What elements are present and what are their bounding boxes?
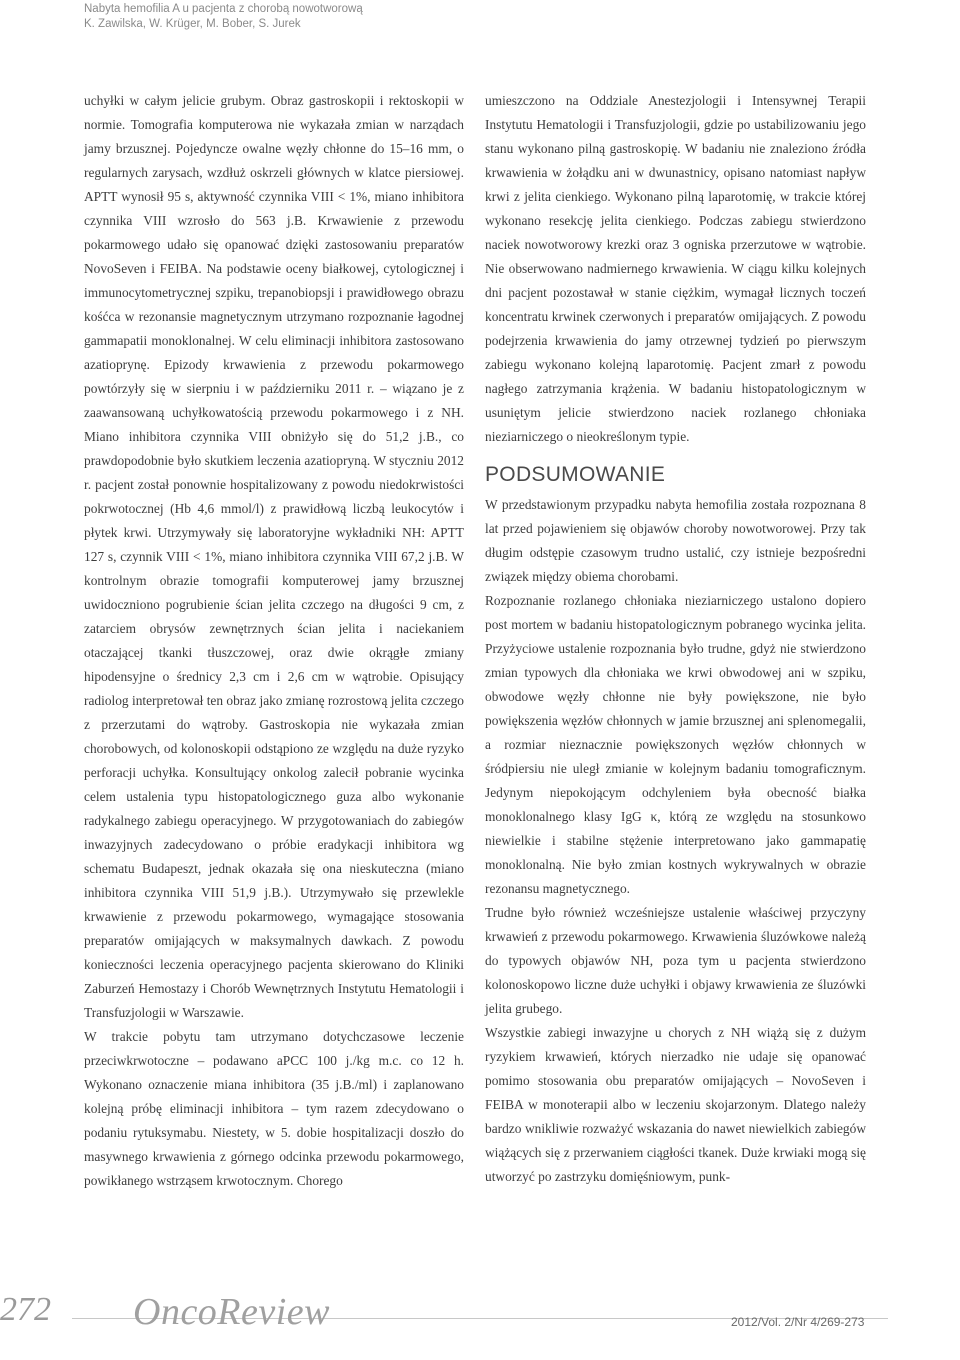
running-header-title: Nabyta hemofilia A u pacjenta z chorobą nowotworową [84, 3, 363, 15]
journal-logo: OncoReview [133, 1291, 331, 1333]
right-column [485, 89, 866, 1189]
left-column [84, 89, 464, 1193]
running-header-authors: K. Zawilska, W. Krüger, M. Bober, S. Jurek [84, 18, 301, 30]
right-paragraph-1: umieszczono na Oddziale Anestezjologii i Intensywnej Terapii Instytutu Hematologii i Transfuzjologii, gdzie po ustabilizowaniu jego stanu wykonano pilną gastroskopię. W badaniu nie znaleziono źródła krwawienia w żołądku ani w dwunastnicy, opisano natomiast napływ krwi z jelita cienkiego. Wykonano pilną laparotomię, w trakcie której wykonano resekcję jelita cienkiego. Podczas zabiegu stwierdzono naciek nowotworowy krezki oraz 3 ogniska przerzutowe w wątrobie. Nie obserwowano nadmiernego krwawienia. W ciągu kilku kolejnych dni pacjent pozostawał w stanie ciężkim, wymagał licznych toczeń koncentratu krwinek czerwonych i preparatów omijających. Z powodu podejrzenia krwawienia do jamy otrzewnej tydzień po pierwszym zabiegu wykonano kolejną laparotomię. Pacjent zmarł z powodu nagłego zatrzymania krążenia. W badaniu histopatologicznym w usuniętym jelicie stwierdzono naciek rozlanego chłoniaka nieziarniczego o nieokreślonym typie. [485, 93, 866, 444]
left-paragraph-2: W trakcie pobytu tam utrzymano dotychczasowe leczenie przeciwkrwotoczne – podawano aPCC 100 j./kg m.c. co 12 h. Wykonano oznaczenie miana inhibitora (35 j.B./ml) i zaplanowano kolejną próbę eliminacji inhibitora – tym razem zdecydowano o podaniu rytuksymabu. Niestety, w 5. dobie hospitalizacji doszło do masywnego krwawienia z górnego odcinka przewodu pokarmowego, powikłanego wstrząsem krwotocznym. Chorego [84, 1029, 464, 1188]
running-header [84, 2, 363, 32]
summary-paragraph-1: W przedstawionym przypadku nabyta hemofilia została rozpoznana 8 lat przed pojawieniem się objawów choroby nowotworowej. Przy tak długim odstępie czasowym trudno ustalić, czy istnieje bezpośredni związek między obiema chorobami. [485, 497, 866, 584]
summary-paragraph-3: Trudne było również wcześniejsze ustalenie właściwej przyczyny krwawień z przewodu pokarmowego. Krwawienia śluzówkowe należą do typowych objawów NH, poza tym u pacjenta stwierdzono kolonoskopowo liczne duże uchyłki i objawy krwawienia ze śluzówki jelita grubego. [485, 905, 866, 1016]
left-paragraph-1: uchyłki w całym jelicie grubym. Obraz gastroskopii i rektoskopii w normie. Tomografia komputerowa nie wykazała zmian w narządach jamy brzusznej. Pojedyncze owalne węzły chłonne do 15–16 mm, o regularnych zarysach, wzdłuż oskrzeli głównych w klatce piersiowej. APTT wynosił 95 s, aktywność czynnika VIII < 1%, miano inhibitora czynnika VIII wzrosło do 563 j.B. Krwawienie z przewodu pokarmowego udało się opanować dzięki zastosowaniu preparatów NovoSeven i FEIBA. Na podstawie oceny białkowej, cytologicznej i immunocytometrycznej szpiku, trepanobiopsji i prawidłowego obrazu kośćca w rezonansie magnetycznym utrzymano rozpoznanie łagodnej gammapatii monoklonalnej. W celu eliminacji inhibitora zastosowano azatioprynę. Epizody krwawienia z przewodu pokarmowego powtórzyły się w sierpniu i w październiku 2011 r. – wiązano je z zaawansowaną uchyłkowatością przewodu pokarmowego i z NH. Miano inhibitora czynnika VIII obniżyło się do 51,2 j.B., co prawdopodobnie było skutkiem leczenia azatiopryną. W styczniu 2012 r. pacjent został ponownie hospitalizowany z powodu niedokrwistości pokrwotocznej (Hb 4,6 mmol/l) z prawidłową liczbą leukocytów i płytek krwi. Utrzymywały się laboratoryjne wykładniki NH: APTT 127 s, czynnik VIII < 1%, miano inhibitora czynnika VIII 67,2 j.B. W kontrolnym obrazie tomografii komputerowej jamy brzusznej uwidoczniono pogrubienie ścian jelita czczego na długości 9 cm, z zatarciem obrysów zewnętrznych ścian jelita i naciekaniem otaczającej tkanki tłuszczowej, oraz dwie okrągłe zmiany hipodensyjne o średnicy 2,3 cm i 2,6 cm w wątrobie. Opisujący radiolog interpretował ten obraz jako zmianę rozrostową jelita czczego z przerzutami do wątroby. Gastroskopia nie wykazała zmian chorobowych, od kolonoskopii odstąpiono ze względu na duże ryzyko perforacji uchyłka. Konsultujący onkolog zalecił pobranie wycinka celem ustalenia typu histopatologicznego guza albo wykonanie radykalnego zabiegu operacyjnego. W przygotowaniach do zabiegów inwazyjnych zadecydowano o próbie eradykacji inhibitora wg schematu Budapeszt, jednak okazała się ona nieskuteczna (miano inhibitora czynnika VIII 51,9 j.B.). Utrzymywało się przewlekle krwawienie z przewodu pokarmowego, wymagające stosowania preparatów omijających w maksymalnych dawkach. Z powodu konieczności leczenia operacyjnego pacjenta skierowano do Kliniki Zaburzeń Hemostazy i Chorób Wewnętrznych Instytutu Hematologii i Transfuzjologii w Warszawie. [84, 93, 464, 1020]
page-number: 272 [0, 1291, 51, 1328]
section-heading-podsumowanie: PODSUMOWANIE [485, 463, 666, 486]
summary-paragraph-2: Rozpoznanie rozlanego chłoniaka nieziarniczego ustalono dopiero post mortem w badaniu histopatologicznym pobranego wycinka jelita. Przyżyciowe ustalenie rozpoznania było trudne, gdyż nie stwierdzono zmian typowych dla chłoniaka we krwi obwodowej ani w szpiku, obwodowe węzły chłonne nie były powiększone, nie było powiększenia węzłów chłonnych w jamie brzusznej ani splenomegalii, a rozmiar nieznacznie powiększonych węzłów chłonnych w śródpiersiu nie uległ zmianie w kolejnym badaniu tomograficznym. Jedynym niepokojącym odchyleniem była obecność białka monoklonalnego klasy IgG κ, którą ze względu na stosunkowo niewielkie i stabilne stężenie interpretowano jako gammapatię monoklonalną. Nie było zmian kostnych wykrywalnych w obrazie rezonansu magnetycznego. [485, 593, 866, 896]
summary-paragraph-4: Wszystkie zabiegi inwazyjne u chorych z NH wiążą się z dużym ryzykiem krwawień, których nierzadko nie udaje się opanować pomimo stosowania obu preparatów omijających – NovoSeven i FEIBA w monoterapii albo w leczeniu skojarzonym. Dlatego należy bardzo wnikliwie rozważyć wskazania do nawet niewielkich zabiegów wiążących się z przerwaniem ciągłości tkanek. Duże krwiaki mogą się utworzyć po zastrzyku domięśniowym, punk- [485, 1025, 866, 1184]
journal-citation: 2012/Vol. 2/Nr 4/269-273 [731, 1315, 865, 1329]
